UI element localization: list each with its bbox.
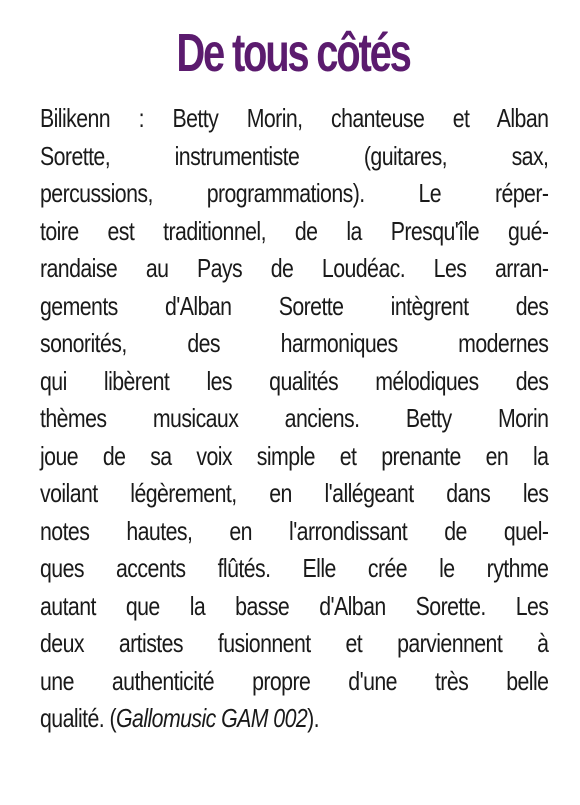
last-line-prefix: qualité. ( — [40, 703, 117, 733]
body-line-12: notes hautes, en l'arrondissant de quel- — [40, 515, 549, 546]
article-body — [40, 100, 548, 738]
body-line-11: voilant légèrement, en l'allégeant dans les — [40, 478, 549, 508]
body-line-15: deux artistes fusionnent et parviennent à — [40, 628, 549, 658]
body-line-2: Sorette, instrumentiste (guitares, sax, — [40, 140, 549, 171]
body-line-1: Bilikenn : Betty Morin, chanteuse et Alban — [40, 103, 549, 133]
body-line-8: qui libèrent les qualités mélodiques des — [40, 365, 549, 396]
body-line-4: toire est traditionnel, de la Presqu'île gué- — [40, 215, 549, 246]
body-line-9: thèmes musicaux anciens. Betty Morin — [40, 403, 549, 433]
body-line-5: randaise au Pays de Loudéac. Les arran- — [40, 253, 549, 283]
article-title: De tous côtés — [176, 23, 410, 83]
body-line-6: gements d'Alban Sorette intègrent des — [40, 290, 549, 321]
last-line-suffix: ). — [307, 703, 320, 733]
body-line-3: percussions, programmations). Le réper- — [40, 178, 549, 208]
body-line-7: sonorités, des harmoniques modernes — [40, 328, 549, 358]
body-line-14: autant que la basse d'Alban Sorette. Les — [40, 590, 549, 621]
body-line-13: ques accents flûtés. Elle crée le rythme — [40, 553, 549, 583]
body-line-16: une authenticité propre d'une très belle — [40, 665, 549, 696]
album-reference: Gallomusic GAM 002 — [116, 703, 308, 733]
body-line-17 — [40, 700, 548, 738]
body-line-10: joue de sa voix simple et prenante en la — [40, 440, 549, 471]
